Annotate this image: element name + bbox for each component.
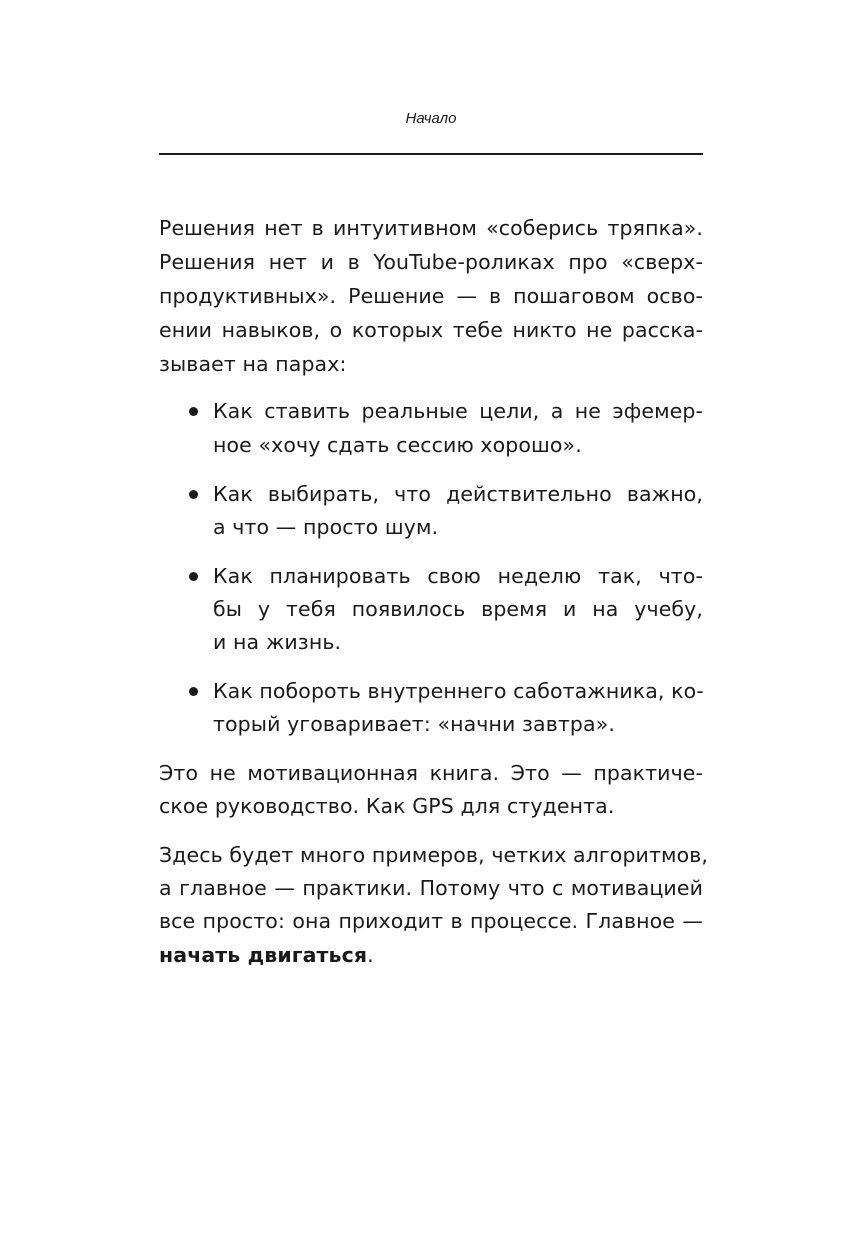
intro-line-4: ении навыков, о которых тебе никто не расска- [159,318,703,342]
bullet-3-line-3: и на жизнь. [213,630,342,654]
paragraph-3-line-2: а главное — практики. Потому что с мотивацией [159,876,703,900]
header-rule [159,153,703,155]
bullet-1-line-1: Как ставить реальные цели, а не эфемер- [213,399,703,423]
paragraph-2-line-1: Это не мотивационная книга. Это — практиче- [159,761,703,785]
bullet-3-line-2: бы у тебя появилось время и на учебу, [213,597,703,621]
paragraph-2-line-2: ское руководство. Как GPS для студента. [159,794,615,818]
closing-period: . [367,943,374,967]
intro-line-3: продуктивных». Решение — в пошаговом осво- [159,284,703,308]
bullet-2-line-2: а что — просто шум. [213,515,439,539]
intro-line-5: зывает на парах: [159,352,347,376]
paragraph-3-line-3: все просто: она приходит в процессе. Главное — [159,909,703,933]
bullet-2-line-1: Как выбирать, что действительно важно, [213,482,703,506]
bullet-dot-2 [189,490,198,499]
paragraph-3-line-4 [159,940,703,970]
bullet-dot-4 [189,687,198,696]
bullet-dot-3 [189,572,198,581]
bullet-dot-1 [189,407,198,416]
bullet-4-line-1: Как побороть внутреннего саботажника, ко- [213,679,704,703]
paragraph-3-line-1: Здесь будет много примеров, четких алгоритмов, [159,843,709,867]
intro-line-2: Решения нет и в YouTube-роликах про «сверх- [159,250,703,274]
intro-line-1: Решения нет в интуитивном «соберись тряпка». [159,216,703,240]
closing-bold-phrase: начать двигаться [159,943,368,967]
running-title: Начало [405,110,457,127]
bullet-3-line-1: Как планировать свою неделю так, что- [213,564,703,588]
bullet-4-line-2: торый уговаривает: «начни завтра». [213,712,615,736]
bullet-1-line-2: ное «хочу сдать сессию хорошо». [213,433,582,457]
